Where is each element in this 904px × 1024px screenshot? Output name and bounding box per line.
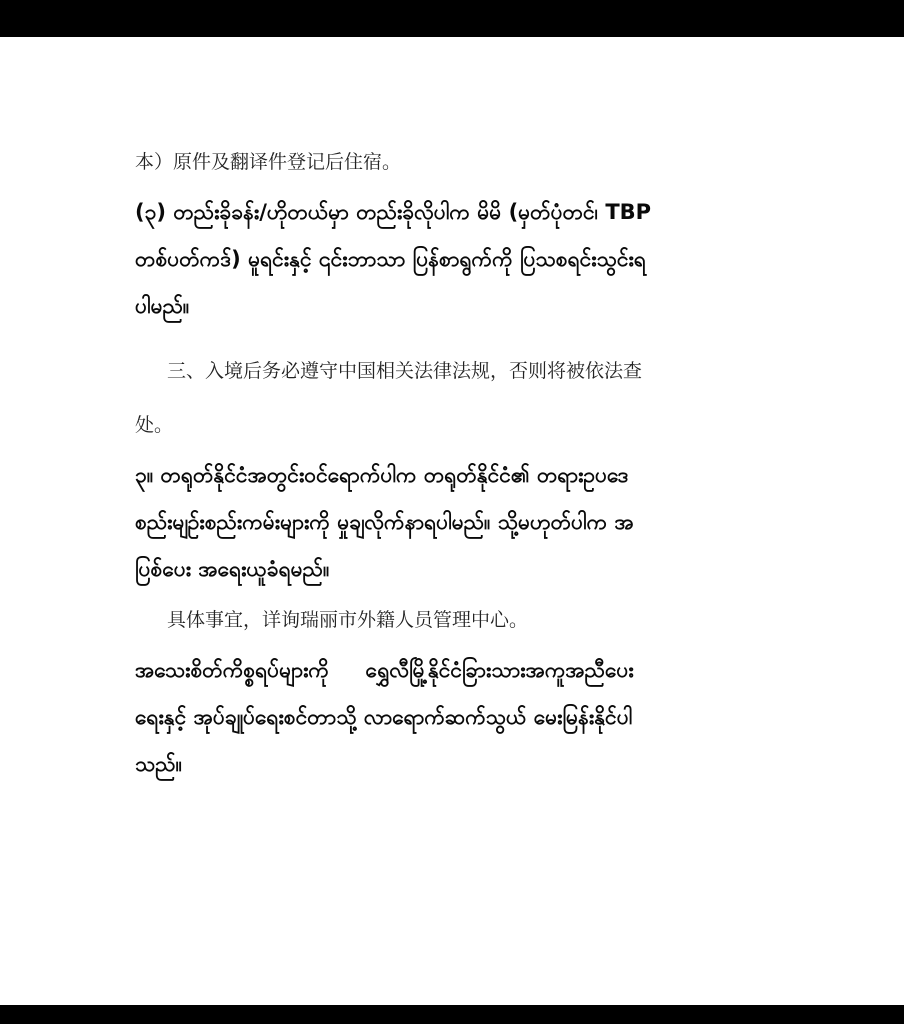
chinese-paragraph-1 [135, 149, 775, 175]
text-line: 三、入境后务必遵守中国相关法律法规，否则将被依法查 [167, 360, 643, 382]
document-page [0, 37, 904, 1005]
chinese-paragraph-2 [135, 344, 775, 452]
text-line: 处。 [135, 414, 174, 436]
burmese-paragraph-3 [135, 647, 775, 788]
text-line: 具体事宜，详询瑞丽市外籍人员管理中心。 [167, 609, 529, 631]
text-line: အသေးစိတ်ကိစ္စရပ်များကို ရွှေလီမြို့နိုင်ငံခြားသားအကူအညီပေး [135, 658, 634, 682]
text-line: ရေးနှင့် အုပ်ချုပ်ရေးစင်တာသို့ လာရောက်ဆက်သွယ် မေးမြန်းနိုင်ပါ [135, 705, 633, 729]
text-line: ပါမည်။ [135, 294, 190, 318]
text-line: ၃။ တရုတ်နိုင်ငံအတွင်းဝင်ရောက်ပါက တရုတ်နိုင်ငံ၏ တရားဥပဒေ [135, 463, 629, 487]
text-line: တစ်ပတ်ကဒ်) မူရင်းနှင့် ၎င်းဘာသာ ပြန်စာရွက်ကို ပြသစရင်းသွင်းရ [135, 247, 646, 271]
text-line: 本）原件及翻译件登记后住宿。 [135, 151, 402, 173]
chinese-paragraph-3 [135, 607, 775, 633]
burmese-paragraph-1 [135, 189, 775, 330]
text-line: ပြစ်ပေး အရေးယူခံရမည်။ [135, 557, 330, 581]
burmese-paragraph-2 [135, 452, 775, 593]
text-line: စည်းမျဉ်းစည်းကမ်းများကို မှုချလိုက်နာရပါမည်။ သို့မဟုတ်ပါက အ [135, 510, 634, 534]
document-content [135, 149, 775, 788]
text-line: (၃) တည်းခိုခန်း/ဟိုတယ်မှာ တည်းခိုလိုပါက မိမိ (မှတ်ပုံတင်၊ TBP [135, 200, 652, 224]
text-line: သည်။ [135, 752, 182, 776]
